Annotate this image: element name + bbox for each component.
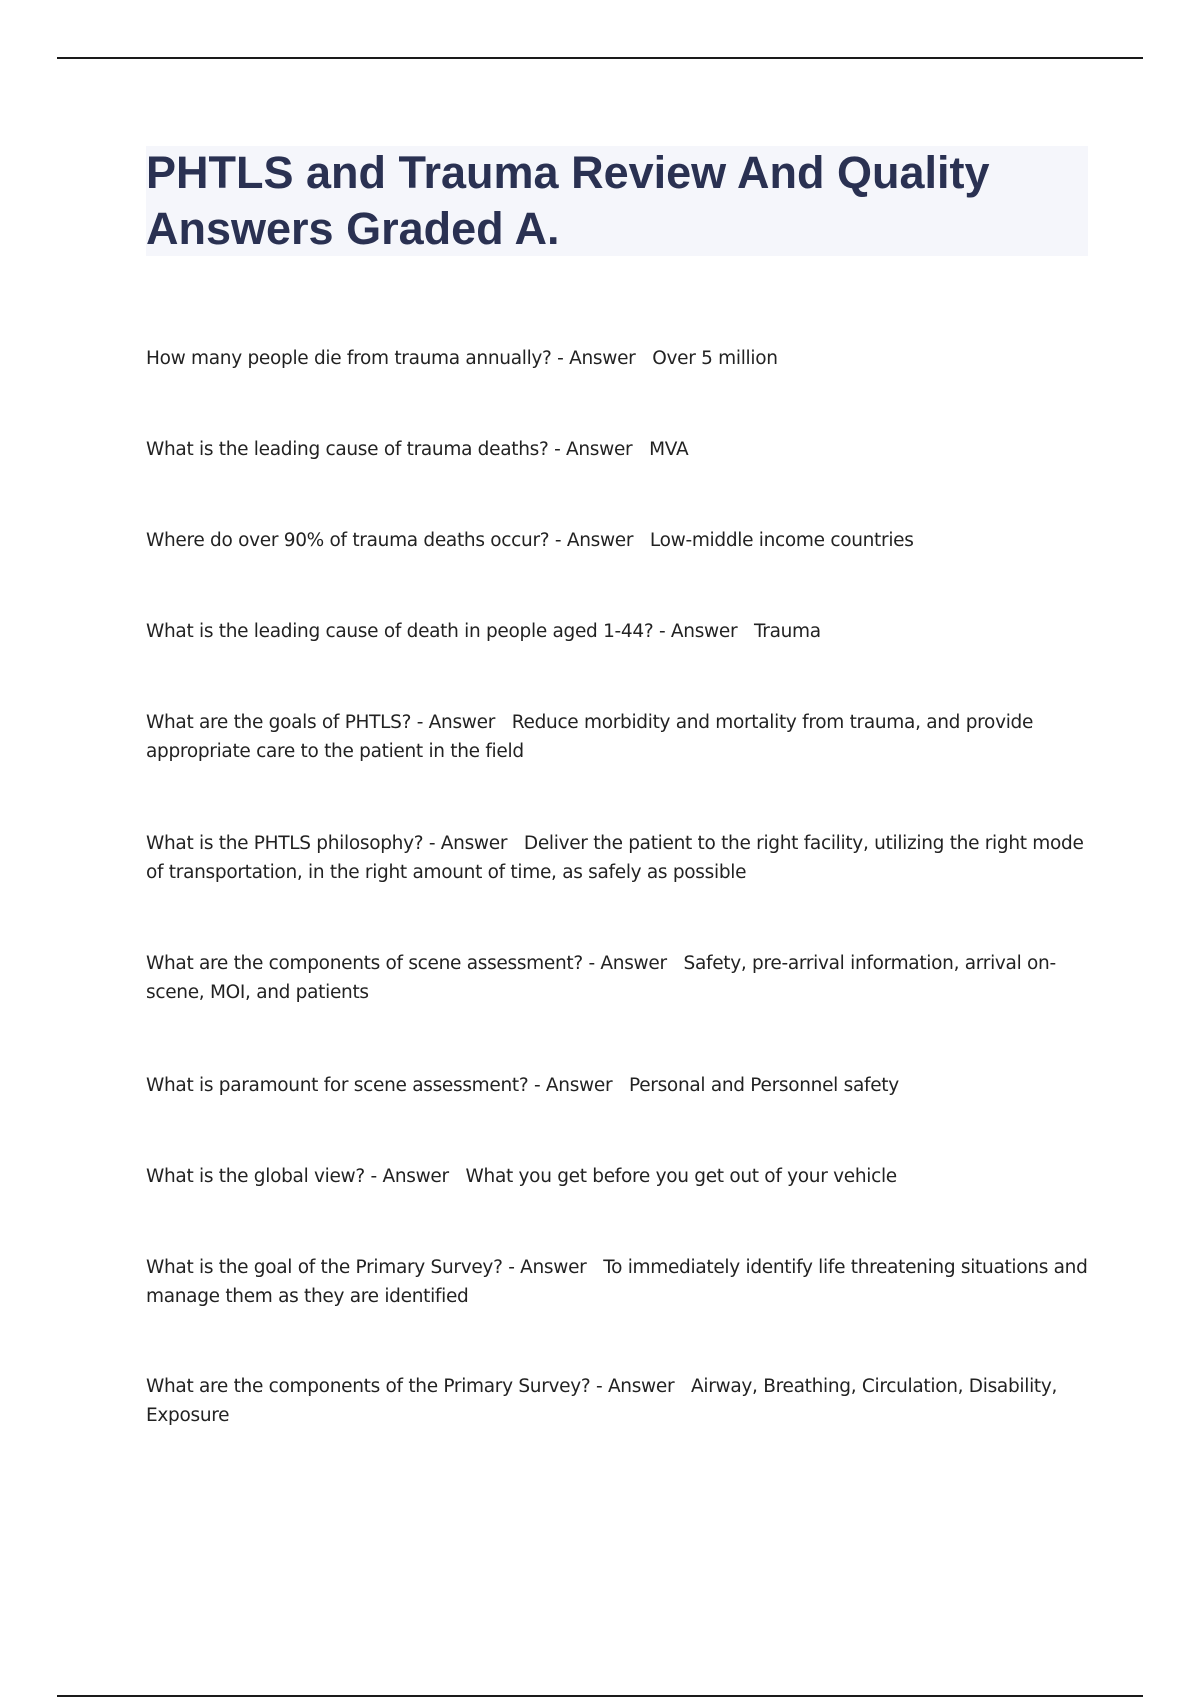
question-text: What is the leading cause of death in people aged 1-44?: [146, 621, 654, 642]
bottom-rule: [57, 1695, 1143, 1697]
answer-separator: - Answer: [653, 621, 754, 642]
question-text: What is the goal of the Primary Survey?: [146, 1257, 503, 1278]
top-rule: [57, 57, 1143, 59]
answer-text: Safety, pre-arrival information, arrival on-scene, MOI, and patients: [146, 953, 1056, 1003]
answer-separator: - Answer: [528, 1075, 629, 1096]
answer-text: What you get before you get out of your vehicle: [465, 1166, 897, 1187]
qa-item: [146, 526, 1096, 555]
answer-text: Reduce morbidity and mortality from trauma, and provide appropriate care to the patient in the field: [146, 712, 1034, 762]
question-text: How many people die from trauma annually?: [146, 348, 552, 369]
answer-text: To immediately identify life threatening situations and manage them as they are identified: [146, 1257, 1088, 1307]
qa-item: [146, 1253, 1096, 1311]
question-text: What is paramount for scene assessment?: [146, 1075, 529, 1096]
answer-separator: - Answer: [549, 530, 650, 551]
qa-item: [146, 829, 1096, 887]
answer-text: Personal and Personnel safety: [629, 1075, 899, 1096]
answer-separator: - Answer: [548, 439, 650, 460]
answer-separator: - Answer: [590, 1376, 692, 1397]
answer-text: Over 5 million: [652, 348, 778, 369]
question-text: Where do over 90% of trauma deaths occur?: [146, 530, 550, 551]
answer-text: Deliver the patient to the right facility, utilizing the right mode of transportation, in the right amount of time, as safely as possible: [146, 833, 1084, 883]
question-text: What are the components of the Primary Survey?: [146, 1376, 591, 1397]
page-title: PHTLS and Trauma Review And Quality Answers Graded A.: [146, 147, 990, 254]
answer-separator: - Answer: [551, 348, 653, 369]
answer-separator: - Answer: [364, 1166, 466, 1187]
answer-text: Low-middle income countries: [649, 530, 914, 551]
qa-item: [146, 949, 1096, 1007]
question-text: What is the global view?: [146, 1166, 365, 1187]
answer-text: MVA: [649, 439, 689, 460]
qa-item: [146, 344, 1096, 373]
answer-separator: - Answer: [582, 953, 684, 974]
question-text: What is the PHTLS philosophy?: [146, 833, 424, 854]
qa-item: [146, 1162, 1096, 1191]
qa-item: [146, 708, 1096, 766]
question-text: What are the goals of PHTLS?: [146, 712, 412, 733]
qa-item: [146, 1071, 1096, 1100]
qa-item: [146, 1372, 1096, 1430]
qa-item: [146, 617, 1096, 646]
answer-separator: - Answer: [502, 1257, 604, 1278]
answer-text: Trauma: [754, 621, 821, 642]
answer-separator: - Answer: [423, 833, 524, 854]
question-text: What are the components of scene assessment?: [146, 953, 583, 974]
answer-separator: - Answer: [411, 712, 512, 733]
qa-item: [146, 435, 1096, 464]
question-text: What is the leading cause of trauma deaths?: [146, 439, 549, 460]
answer-text: Airway, Breathing, Circulation, Disability, Exposure: [146, 1376, 1058, 1426]
